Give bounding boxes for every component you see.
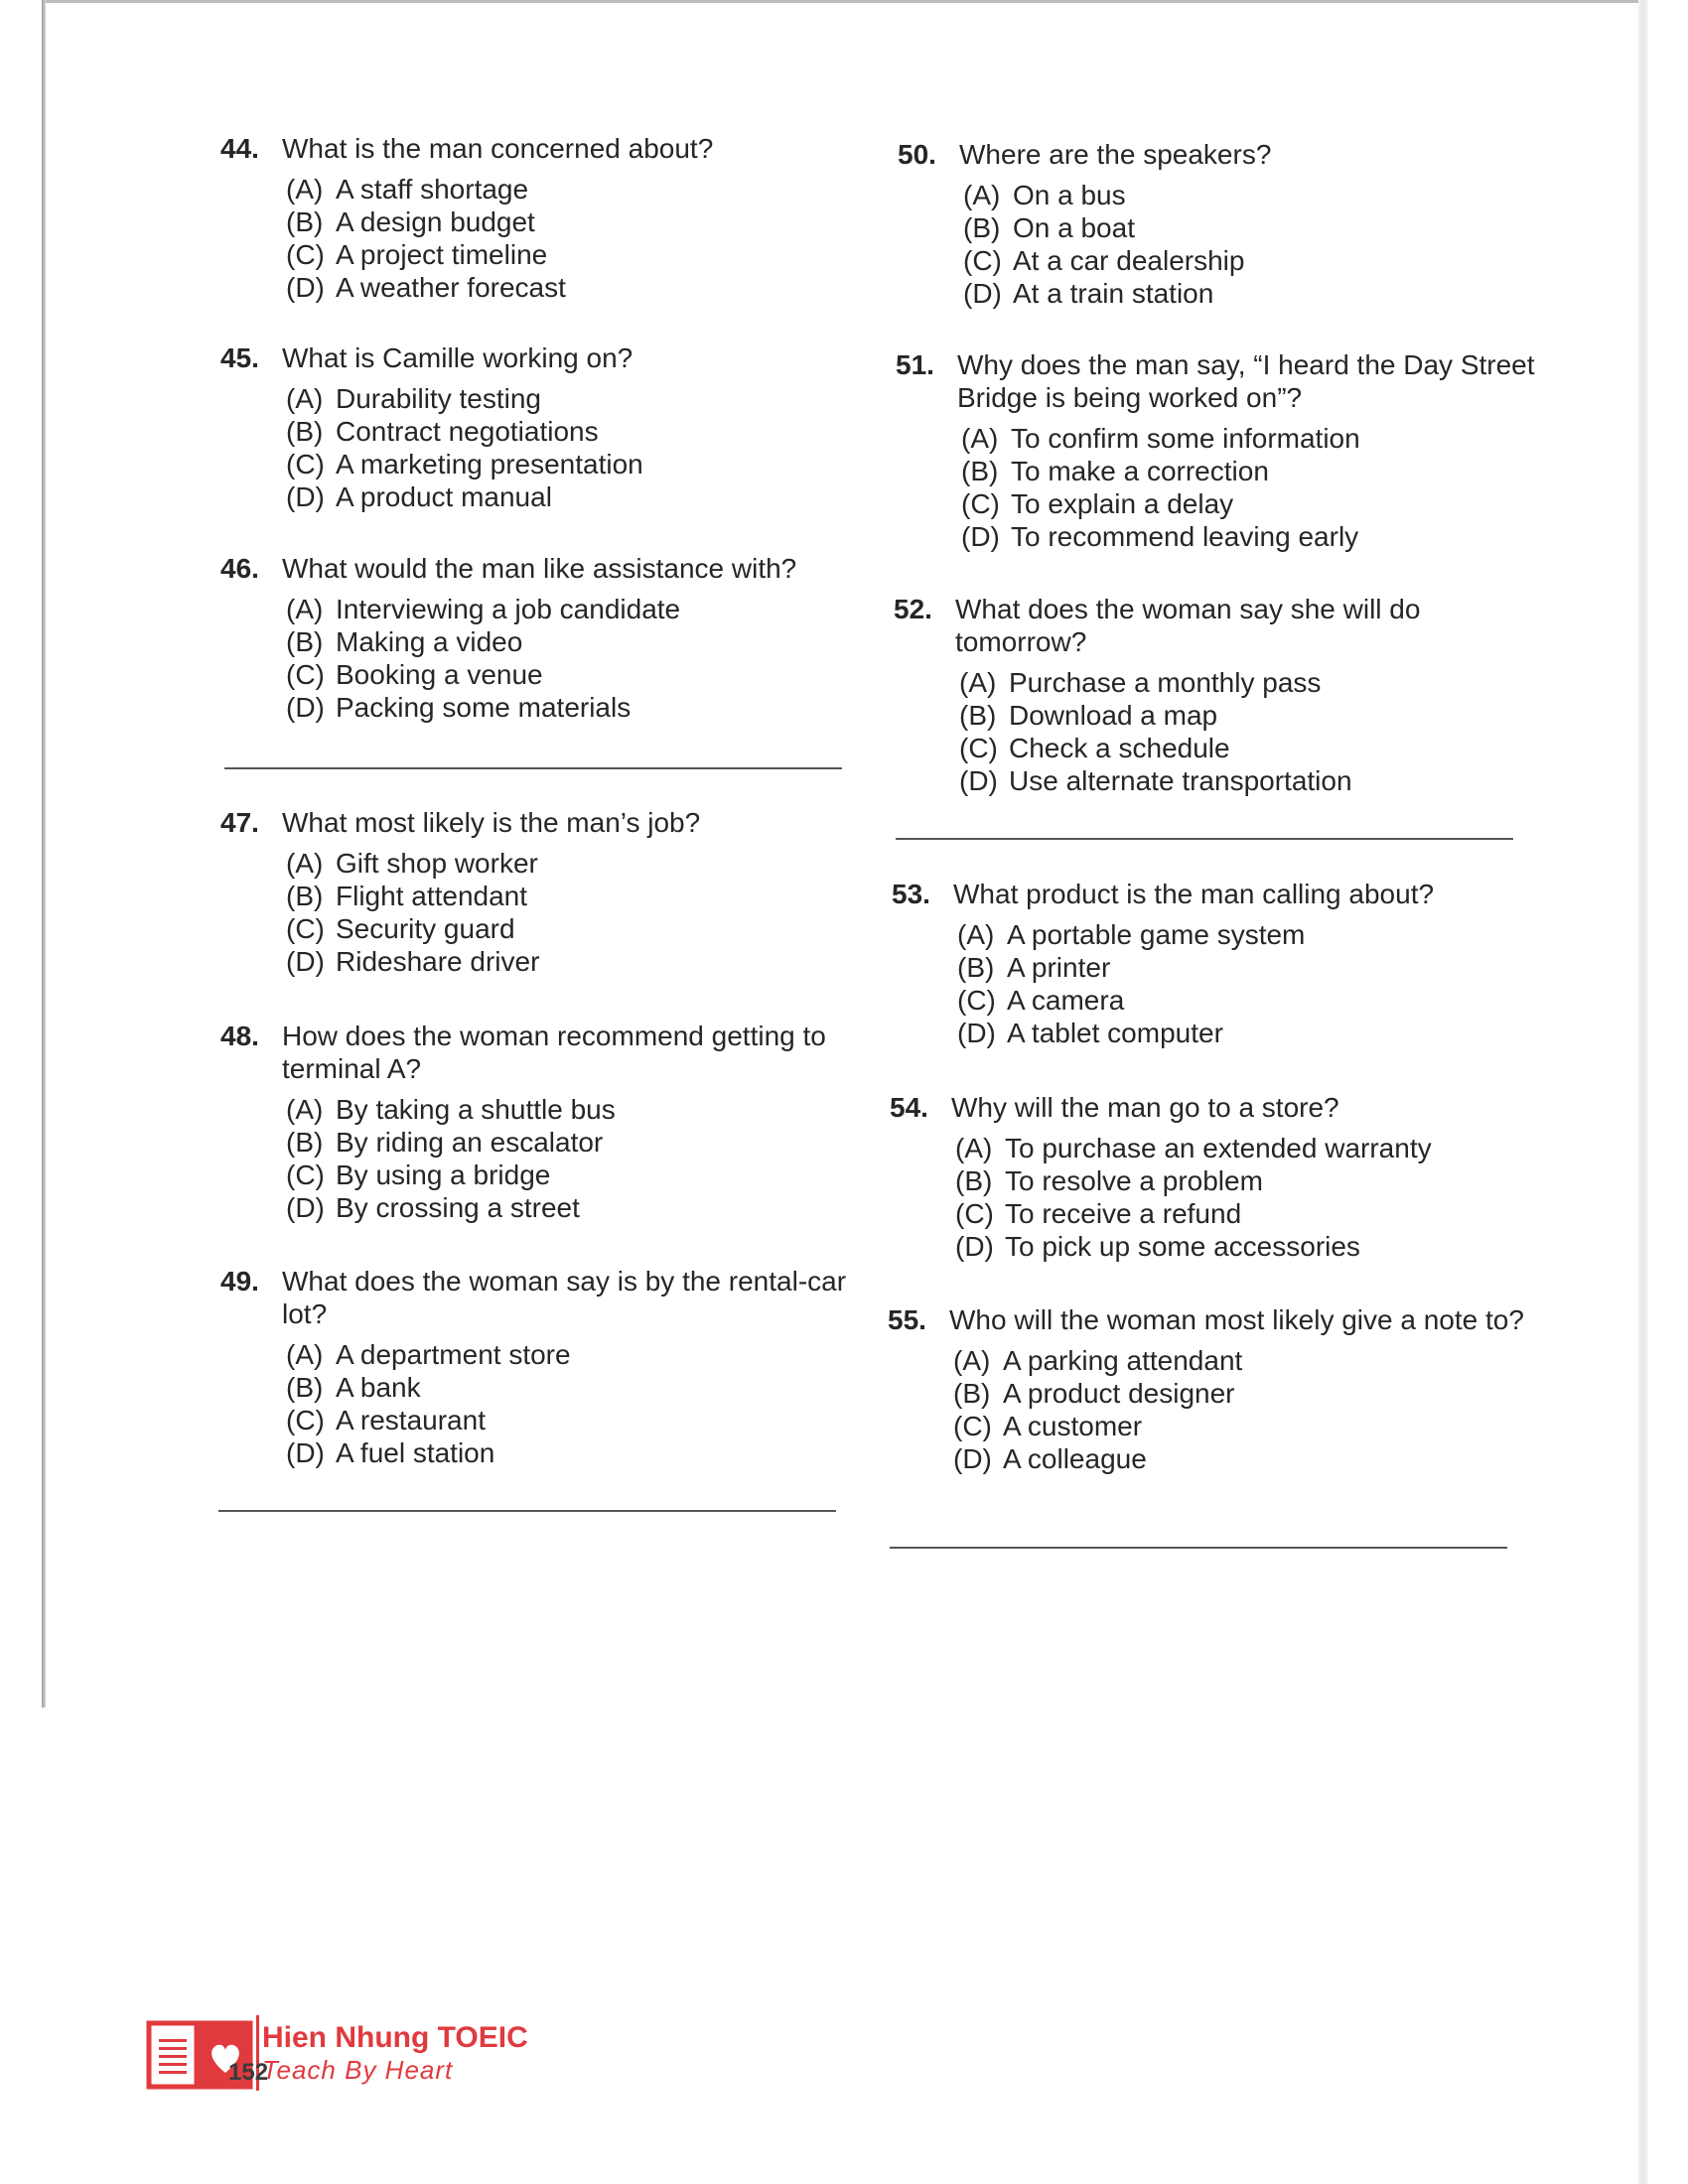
option-text: To recommend leaving early [1011,521,1359,552]
option-letter: (B) [959,700,997,731]
option-b [959,699,1533,732]
option-letter: (B) [286,1127,324,1158]
option-d [953,1442,1527,1475]
question-55 [888,1303,1527,1475]
option-letter: (C) [286,659,325,690]
option-b [286,1371,860,1404]
option-b [286,880,860,912]
option-letter: (C) [963,245,1002,276]
question-number: 55. [888,1304,926,1335]
question-text: Why does the man say, “I heard the Day Street Bridge is being worked on”? [957,349,1535,413]
option-text: To confirm some information [1011,423,1360,454]
option-letter: (A) [286,1339,324,1370]
option-a [957,918,1531,951]
option-a [286,173,860,205]
option-c [286,912,860,945]
section-divider [218,1510,836,1512]
option-letter: (B) [955,1165,993,1196]
option-letter: (B) [286,881,324,911]
scan-edge-right [1638,0,1648,2184]
option-letter: (D) [959,765,998,796]
section-divider [890,1547,1507,1549]
option-text: Making a video [336,626,523,657]
question-number: 44. [220,133,259,164]
option-text: A customer [1003,1411,1143,1441]
question-text: What is Camille working on? [282,342,633,373]
option-c [955,1197,1529,1230]
question-text: What does the woman say she will do tomorrow? [955,594,1421,657]
option-text: Download a map [1009,700,1218,731]
option-d [286,945,860,978]
question-text: Why will the man go to a store? [951,1092,1339,1123]
option-text: Rideshare driver [336,946,540,977]
question-number: 54. [890,1092,928,1123]
question-52 [894,593,1533,797]
question-53 [892,878,1531,1049]
option-text: By crossing a street [336,1192,580,1223]
option-text: To make a correction [1011,456,1269,486]
option-b [957,951,1531,984]
option-letter: (D) [286,946,325,977]
option-text: Contract negotiations [336,416,599,447]
answer-options [286,1338,860,1469]
option-d [963,277,1537,310]
answer-options [963,179,1537,310]
option-b [286,625,860,658]
option-text: Flight attendant [336,881,528,911]
option-letter: (A) [959,667,997,698]
option-letter: (A) [286,383,324,414]
option-text: To pick up some accessories [1005,1231,1360,1262]
question-number: 48. [220,1021,259,1051]
option-a [953,1344,1527,1377]
option-a [286,382,860,415]
option-text: A department store [336,1339,571,1370]
option-b [955,1164,1529,1197]
option-c [286,238,860,271]
option-letter: (A) [286,1094,324,1125]
brand-logo [145,2015,602,2095]
option-letter: (A) [963,180,1001,210]
question-45 [220,341,860,513]
option-text: A staff shortage [336,174,529,205]
option-text: To purchase an extended warranty [1005,1133,1432,1163]
option-a [286,847,860,880]
option-d [286,691,860,724]
option-text: A weather forecast [336,272,566,303]
option-letter: (C) [957,985,996,1016]
option-text: By taking a shuttle bus [336,1094,616,1125]
option-c [959,732,1533,764]
option-letter: (C) [286,913,325,944]
option-letter: (C) [961,488,1000,519]
brand-name: Hien Nhung TOEIC [262,2021,528,2054]
option-letter: (C) [953,1411,992,1441]
question-number: 46. [220,553,259,584]
question-number: 51. [896,349,934,380]
option-letter: (A) [286,174,324,205]
scan-edge-left [42,0,46,1707]
option-d [957,1017,1531,1049]
option-letter: (D) [286,272,325,303]
answer-options [961,422,1535,553]
option-text: Gift shop worker [336,848,538,879]
option-text: Security guard [336,913,515,944]
option-text: On a bus [1013,180,1126,210]
question-50 [898,138,1537,310]
option-c [953,1410,1527,1442]
option-letter: (A) [286,848,324,879]
option-text: A project timeline [336,239,548,270]
option-letter: (D) [957,1018,996,1048]
question-47 [220,806,860,978]
question-number: 52. [894,594,932,624]
option-letter: (B) [286,416,324,447]
option-text: Booking a venue [336,659,543,690]
option-a [963,179,1537,211]
option-letter: (D) [961,521,1000,552]
answer-options [959,666,1533,797]
question-text: What product is the man calling about? [953,879,1435,909]
option-b [961,455,1535,487]
option-text: A fuel station [336,1437,495,1468]
option-text: A camera [1007,985,1125,1016]
option-letter: (B) [963,212,1001,243]
question-text: What is the man concerned about? [282,133,714,164]
question-text: How does the woman recommend getting to terminal A? [282,1021,826,1084]
option-letter: (D) [286,481,325,512]
question-49 [220,1265,860,1469]
question-text: What does the woman say is by the rental-car lot? [282,1266,847,1329]
option-text: Purchase a monthly pass [1009,667,1322,698]
option-a [286,593,860,625]
option-letter: (A) [955,1133,993,1163]
option-letter: (A) [957,919,995,950]
question-number: 53. [892,879,930,909]
option-letter: (D) [286,1192,325,1223]
answer-options [286,1093,860,1224]
question-number: 47. [220,807,259,838]
answer-options [286,173,860,304]
option-a [286,1338,860,1371]
option-text: To explain a delay [1011,488,1234,519]
answer-options [955,1132,1529,1263]
option-text: A marketing presentation [336,449,643,479]
option-text: A colleague [1003,1443,1147,1474]
option-b [286,1126,860,1159]
question-54 [890,1091,1529,1263]
option-b [953,1377,1527,1410]
option-letter: (C) [286,449,325,479]
option-a [286,1093,860,1126]
option-text: A tablet computer [1007,1018,1223,1048]
option-d [286,1191,860,1224]
option-letter: (B) [286,206,324,237]
option-letter: (A) [953,1345,991,1376]
option-letter: (A) [961,423,999,454]
question-44 [220,132,860,304]
question-number: 49. [220,1266,259,1297]
option-text: Durability testing [336,383,541,414]
option-letter: (D) [963,278,1002,309]
option-c [286,1404,860,1436]
option-text: At a car dealership [1013,245,1245,276]
option-letter: (B) [961,456,999,486]
option-d [286,1436,860,1469]
option-text: To resolve a problem [1005,1165,1263,1196]
option-text: A restaurant [336,1405,486,1435]
option-text: On a boat [1013,212,1135,243]
question-text: What would the man like assistance with? [282,553,797,584]
option-b [286,415,860,448]
option-letter: (B) [953,1378,991,1409]
question-text: What most likely is the man’s job? [282,807,701,838]
question-46 [220,552,860,724]
question-48 [220,1020,860,1224]
answer-options [286,593,860,724]
section-divider [896,838,1513,840]
option-c [286,448,860,480]
option-text: A portable game system [1007,919,1306,950]
section-divider [224,767,842,769]
answer-options [286,847,860,978]
option-letter: (C) [286,1405,325,1435]
option-text: Check a schedule [1009,733,1230,763]
scan-edge-top [46,0,1646,3]
answer-options [957,918,1531,1049]
option-text: A product designer [1003,1378,1235,1409]
option-letter: (B) [957,952,995,983]
question-text: Where are the speakers? [959,139,1272,170]
question-number: 50. [898,139,936,170]
option-d [286,271,860,304]
option-text: To receive a refund [1005,1198,1242,1229]
question-number: 45. [220,342,259,373]
option-text: A parking attendant [1003,1345,1243,1376]
option-c [961,487,1535,520]
option-b [286,205,860,238]
page-number: 152 [228,2059,269,2086]
option-a [961,422,1535,455]
option-letter: (C) [955,1198,994,1229]
option-letter: (D) [953,1443,992,1474]
option-c [286,658,860,691]
option-letter: (B) [286,1372,324,1403]
option-text: At a train station [1013,278,1214,309]
option-letter: (D) [286,1437,325,1468]
option-c [286,1159,860,1191]
option-letter: (C) [959,733,998,763]
question-51 [896,348,1535,553]
option-c [957,984,1531,1017]
option-text: A bank [336,1372,421,1403]
option-text: A product manual [336,481,552,512]
option-text: Use alternate transportation [1009,765,1352,796]
option-text: Interviewing a job candidate [336,594,681,624]
option-a [959,666,1533,699]
option-letter: (D) [286,692,325,723]
option-text: Packing some materials [336,692,632,723]
option-d [961,520,1535,553]
option-text: By riding an escalator [336,1127,604,1158]
answer-options [286,382,860,513]
option-letter: (D) [955,1231,994,1262]
option-c [963,244,1537,277]
option-text: By using a bridge [336,1160,551,1190]
option-letter: (A) [286,594,324,624]
option-letter: (B) [286,626,324,657]
answer-options [953,1344,1527,1475]
option-d [286,480,860,513]
option-b [963,211,1537,244]
brand-tagline: Teach By Heart [262,2055,454,2085]
option-text: A printer [1007,952,1111,983]
option-letter: (C) [286,1160,325,1190]
option-text: A design budget [336,206,535,237]
option-d [955,1230,1529,1263]
option-d [959,764,1533,797]
question-text: Who will the woman most likely give a note to? [949,1304,1524,1335]
option-letter: (C) [286,239,325,270]
option-a [955,1132,1529,1164]
